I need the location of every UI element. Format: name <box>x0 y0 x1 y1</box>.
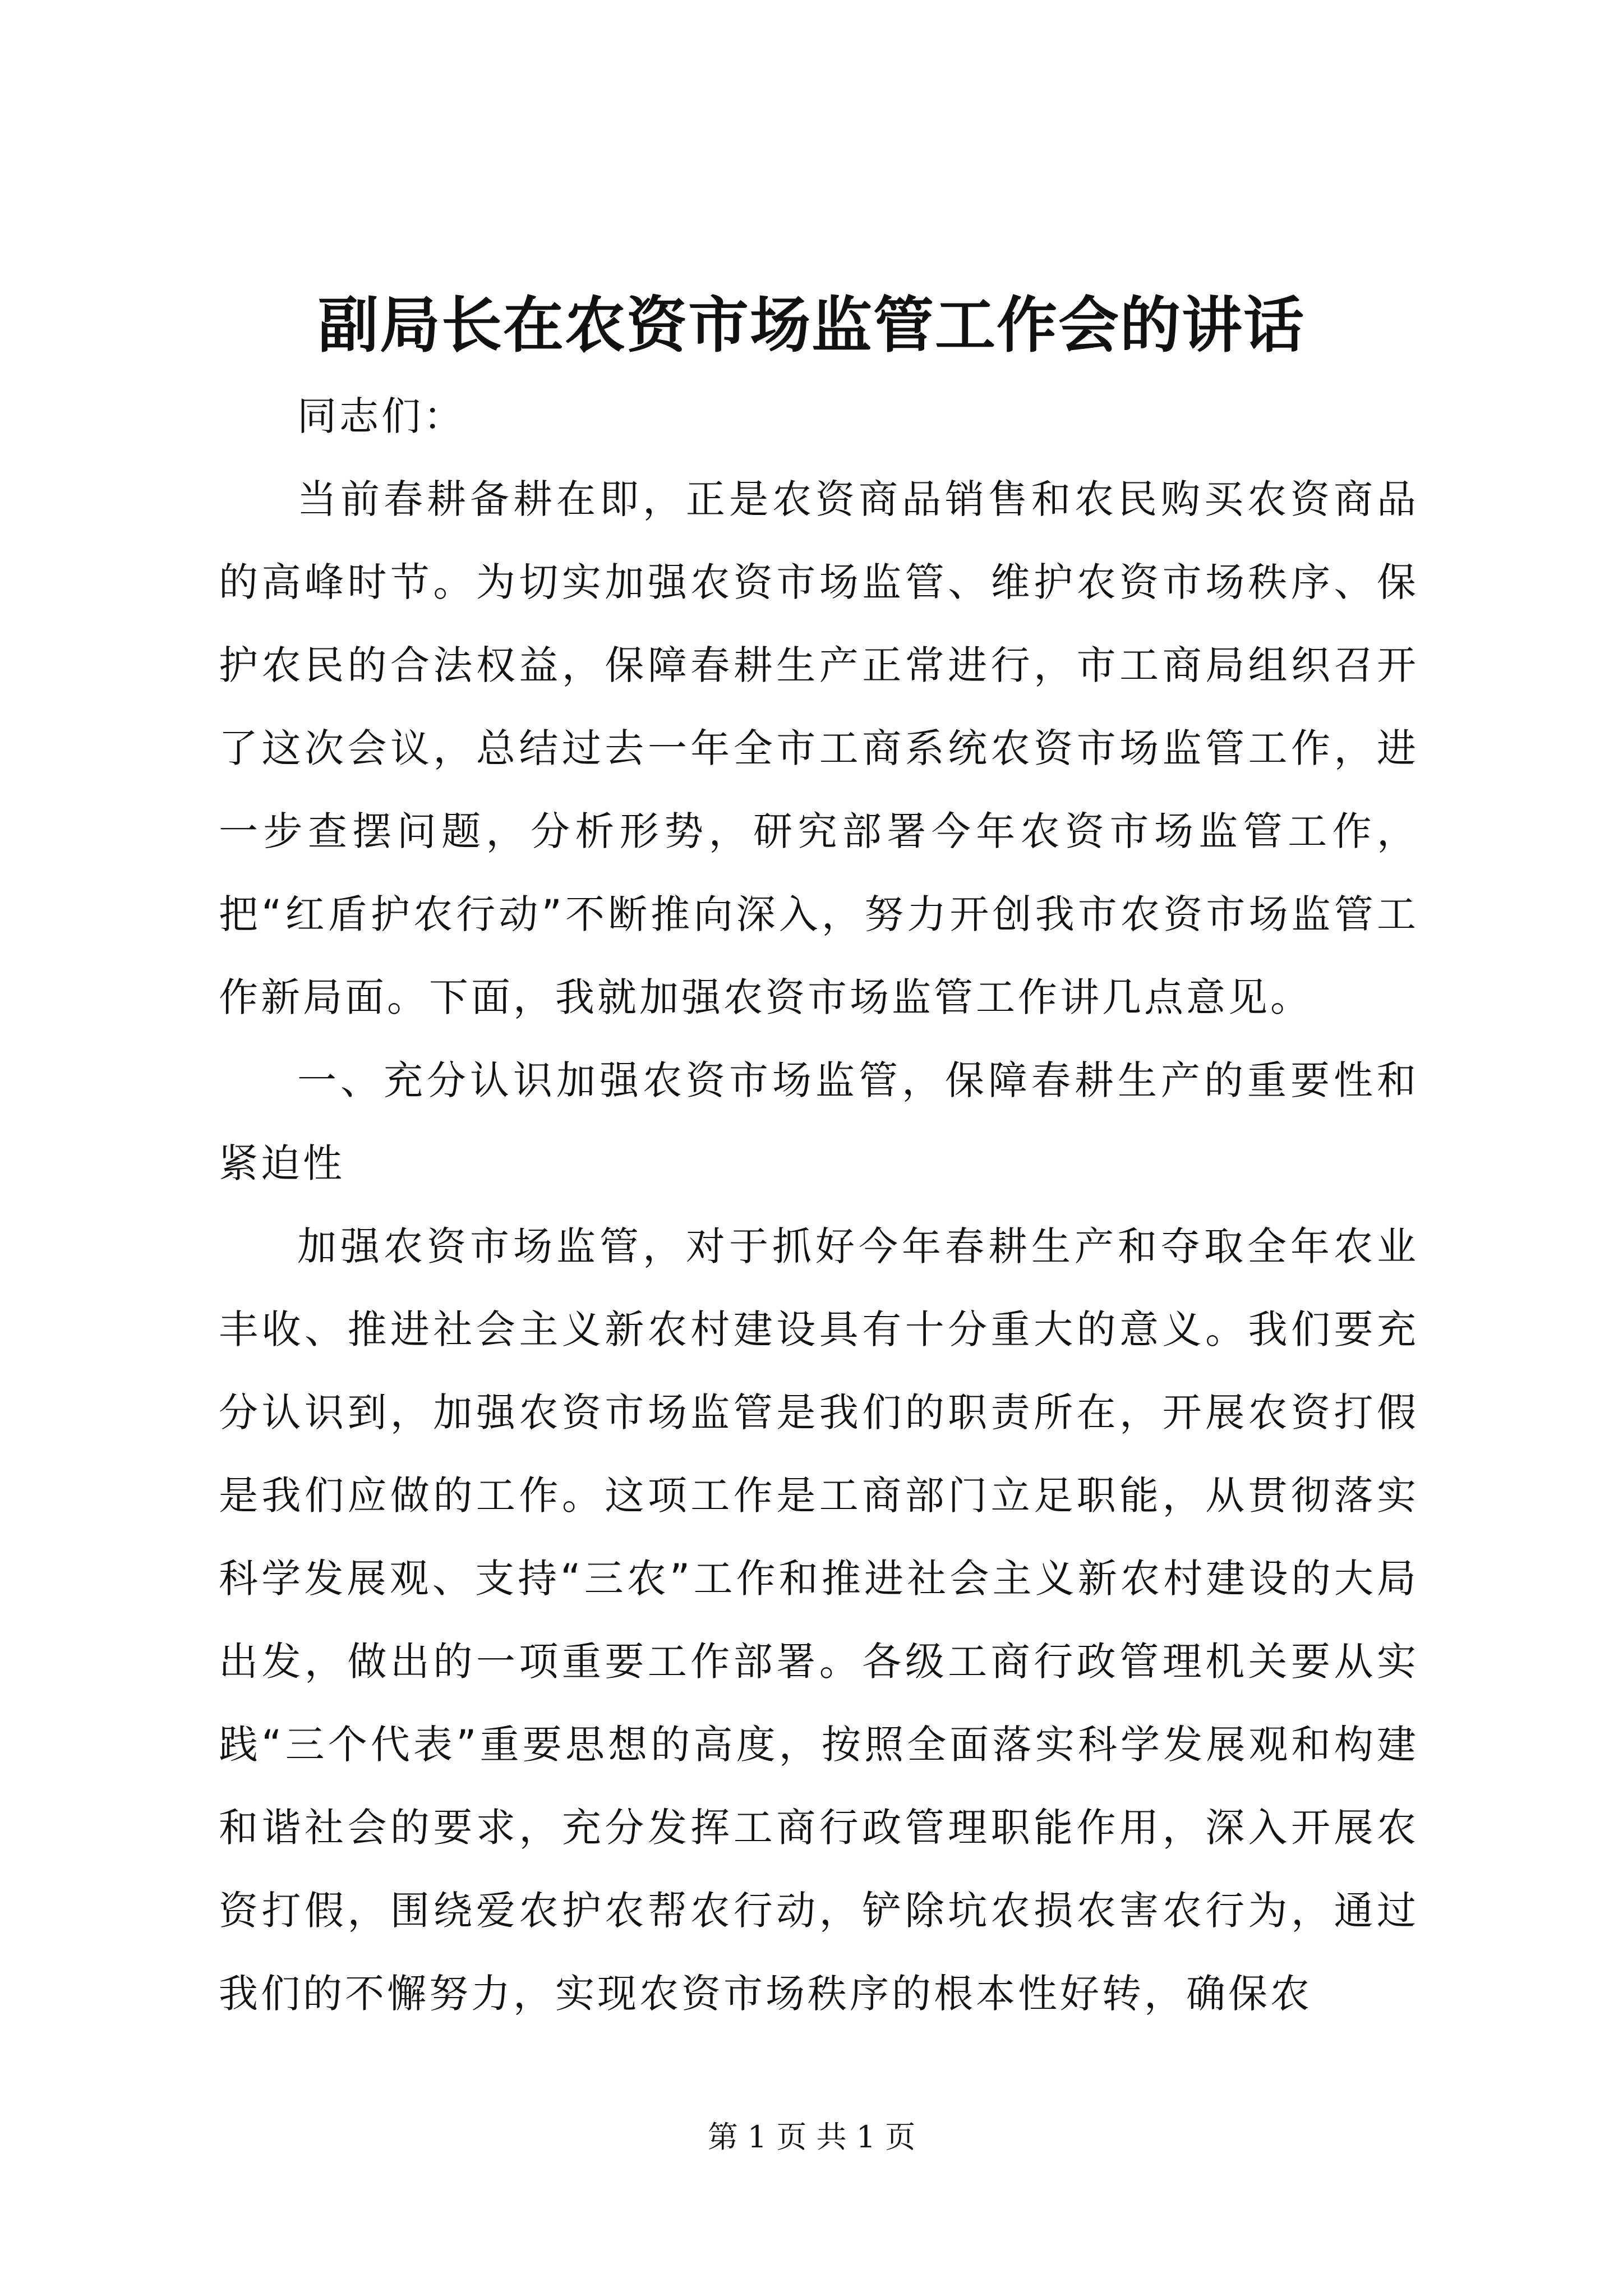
body-paragraph: 加强农资市场监管，对于抓好今年春耕生产和夺取全年农业丰收、推进社会主义新农村建设具有十分重大的意义。我们要充分认识到，加强农资市场监管是我们的职责所在，开展农资打假是我们应做的工作。这项工作是工商部门立足职能，从贯彻落实科学发展观、支持“三农”工作和推进社会主义新农村建设的大局出发，做出的一项重要工作部署。各级工商行政管理机关要从实践“三个代表”重要思想的高度，按照全面落实科学发展观和构建和谐社会的要求，充分发挥工商行政管理职能作用，深入开展农资打假，围绕爱农护农帮农行动，铲除坑农损农害农行为，通过我们的不懈努力，实现农资市场秩序的根本性好转，确保农 <box>219 1223 1419 2017</box>
document-title: 副局长在农资市场监管工作会的讲话 <box>317 290 1305 361</box>
document-body <box>219 375 1419 2035</box>
page-footer: 第 1 页 共 1 页 <box>707 2119 916 2155</box>
intro-paragraph: 当前春耕备耕在即，正是农资商品销售和农民购买农资商品的高峰时节。为切实加强农资市场监管、维护农资市场秩序、保护农民的合法权益，保障春耕生产正常进行，市工商局组织召开了这次会议，总结过去一年全市工商系统农资市场监管工作，进一步查摆问题，分析形势，研究部署今年农资市场监管工作，把“红盾护农行动”不断推向深入，努力开创我市农资市场监管工作新局面。下面，我就加强农资市场监管工作讲几点意见。 <box>219 476 1419 1020</box>
section-heading-1: 一、充分认识加强农资市场监管，保障春耕生产的重要性和紧迫性 <box>219 1057 1419 1186</box>
salutation-paragraph: 同志们： <box>297 393 465 439</box>
